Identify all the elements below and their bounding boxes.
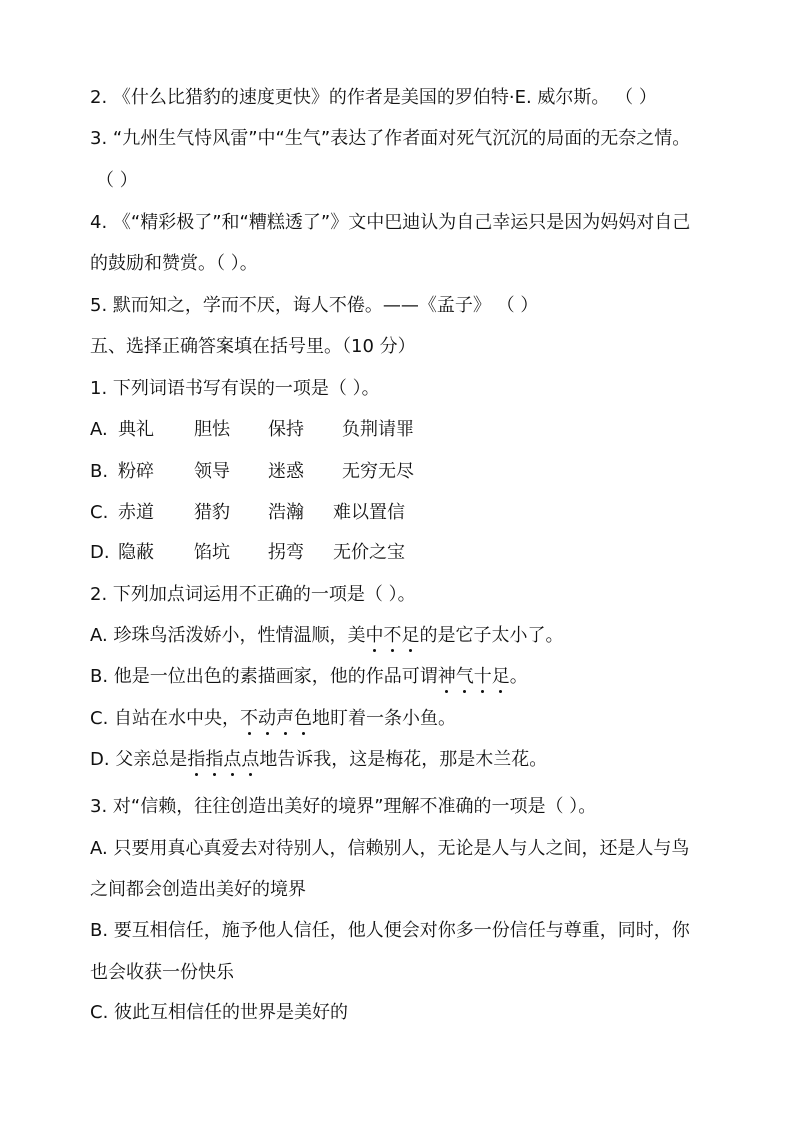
q3-stem: 3. 对“信赖，往往创造出美好的境界”理解不准确的一项是（ ）。 — [90, 796, 597, 817]
q2-stem: 2. 下列加点词运用不正确的一项是（ ）。 — [90, 584, 416, 605]
option-text: 地告诉我，这是梅花，那是木兰花。 — [259, 749, 548, 770]
judge-q4-line2: 的鼓励和赞赏。（ ）。 — [90, 253, 258, 274]
dotted-char: 声 — [276, 708, 295, 729]
q2-option-c — [90, 708, 456, 730]
judge-q4-line1: 4. 《“精彩极了”和“糟糕透了”》文中巴迪认为自己幸运只是因为妈妈对自己 — [90, 212, 691, 233]
option-word: 粉碎 — [118, 461, 154, 482]
dotted-char: 神 — [437, 666, 456, 687]
q3-option-a-line2: 之间都会创造出美好的境界 — [90, 879, 306, 900]
dotted-char: 不 — [383, 625, 402, 646]
dotted-char: 指 — [205, 749, 224, 770]
q2-option-a — [90, 625, 563, 647]
option-word: 典礼 — [118, 419, 154, 440]
dotted-char: 气 — [455, 666, 474, 687]
dotted-char: 点 — [241, 749, 260, 770]
dotted-char: 不 — [240, 708, 259, 729]
judge-q3-line1: 3. “九州生气恃风雷”中“生气”表达了作者面对死气沉沉的局面的无奈之情。 — [90, 128, 691, 149]
judge-q3-line2: （ ） — [96, 170, 138, 191]
q3-option-b-line2: 也会收获一份快乐 — [90, 962, 234, 983]
option-text: A. 珍珠鸟活泼娇小，性情温顺，美 — [90, 625, 366, 646]
option-word: 难以置信 — [333, 502, 405, 523]
judge-q5: 5. 默而知之，学而不厌，诲人不倦。——《孟子》 （ ） — [90, 295, 539, 316]
dotted-char: 足 — [491, 666, 510, 687]
option-label: D. — [90, 542, 110, 563]
option-text: C. 自站在水中央， — [90, 708, 241, 729]
q2-option-d — [90, 749, 547, 771]
option-word: 赤道 — [118, 502, 154, 523]
option-word: 隐蔽 — [118, 542, 154, 563]
dotted-char: 动 — [258, 708, 277, 729]
dotted-char: 指 — [187, 749, 206, 770]
option-word: 胆怯 — [194, 419, 230, 440]
dotted-char: 十 — [473, 666, 492, 687]
option-label: B. — [90, 461, 109, 482]
dotted-char: 中 — [365, 625, 384, 646]
option-word: 负荆请罪 — [342, 419, 414, 440]
option-word: 猎豹 — [194, 502, 230, 523]
section5-heading: 五、选择正确答案填在括号里。（10 分） — [90, 336, 416, 357]
option-word: 领导 — [194, 461, 230, 482]
option-word: 无穷无尽 — [342, 461, 414, 482]
option-text: 的是它子太小了。 — [419, 625, 564, 646]
option-word: 无价之宝 — [333, 542, 405, 563]
q3-option-a-line1: A. 只要用真心真爱去对待别人，信赖别人，无论是人与人之间，还是人与鸟 — [90, 838, 690, 859]
option-word: 迷惑 — [268, 461, 304, 482]
dotted-char: 点 — [223, 749, 242, 770]
option-text: B. 他是一位出色的素描画家，他的作品可谓 — [90, 666, 438, 687]
dotted-char: 色 — [294, 708, 313, 729]
dotted-phrase — [438, 666, 510, 687]
q1-stem: 1. 下列词语书写有误的一项是（ ）。 — [90, 378, 380, 399]
option-label: A. — [90, 419, 108, 440]
dotted-char: 足 — [401, 625, 420, 646]
option-word: 拐弯 — [268, 542, 304, 563]
option-word: 馅坑 — [194, 542, 230, 563]
option-text: 地盯着一条小鱼。 — [312, 708, 457, 729]
option-text: 。 — [509, 666, 528, 687]
option-word: 浩瀚 — [268, 502, 304, 523]
dotted-phrase — [187, 749, 259, 770]
option-text: D. 父亲总是 — [90, 749, 188, 770]
judge-q2: 2. 《什么比猎豹的速度更快》的作者是美国的罗伯特·E. 威尔斯。 （ ） — [90, 87, 657, 108]
dotted-phrase — [365, 625, 419, 646]
q2-option-b — [90, 666, 528, 688]
q3-option-c-line1: C. 彼此互相信任的世界是美好的 — [90, 1002, 349, 1023]
dotted-phrase — [240, 708, 312, 729]
q3-option-b-line1: B. 要互相信任，施予他人信任，他人便会对你多一份信任与尊重，同时，你 — [90, 920, 690, 941]
option-word: 保持 — [268, 419, 304, 440]
option-label: C. — [90, 502, 109, 523]
